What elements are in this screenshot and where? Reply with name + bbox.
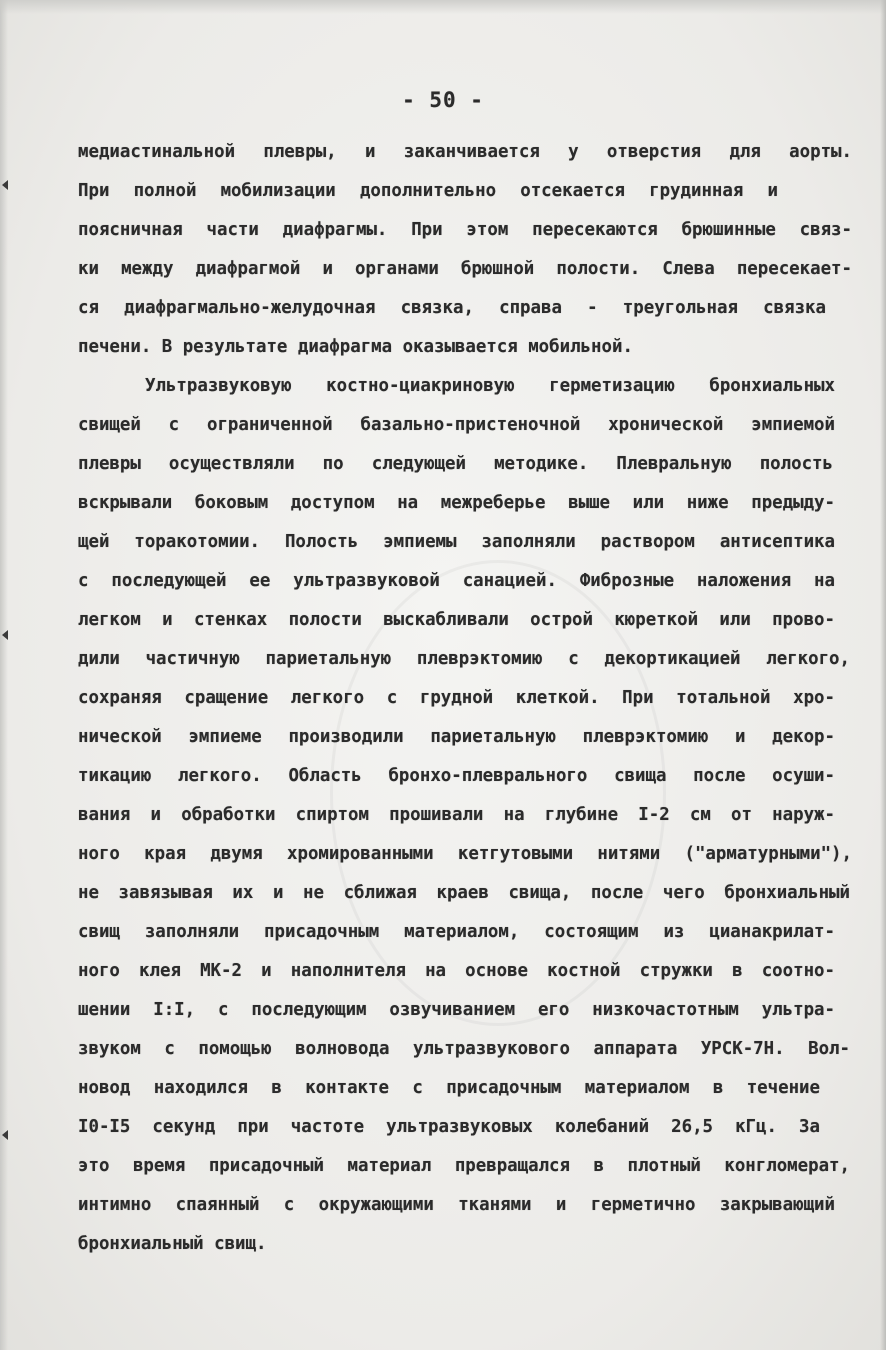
text-line: плевры осуществляли по следующей методике. Плевральную полость: [78, 454, 833, 474]
binding-mark-icon: [2, 1128, 9, 1142]
text-line: щей торакотомии. Полость эмпиемы заполняли раствором антисептика: [78, 532, 835, 552]
page-number: - 50 -: [402, 88, 484, 112]
text-line: сохраняя сращение легкого с грудной клеткой. При тотальной хро-: [78, 688, 835, 708]
text-line: ся диафрагмально-желудочная связка, справа - треугольная связка: [78, 298, 826, 318]
text-line: вания и обработки спиртом прошивали на глубине I-2 см от наруж-: [78, 805, 835, 825]
text-line: Ультразвуковую костно-циакриновую герметизацию бронхиальных: [145, 376, 835, 396]
text-line: нической эмпиеме производили париетальную плеврэктомию и декор-: [78, 727, 835, 747]
text-line: новод находился в контакте с присадочным материалом в течение: [78, 1078, 820, 1098]
binding-mark-icon: [2, 628, 9, 642]
text-line: ного края двумя хромированными кетгутовыми нитями ("арматурными"),: [78, 844, 852, 864]
text-line: ки между диафрагмой и органами брюшной полости. Слева пересекает-: [78, 259, 852, 279]
text-line: дили частичную париетальную плеврэктомию с декортикацией легкого,: [78, 649, 850, 669]
text-line: I0-I5 секунд при частоте ультразвуковых колебаний 26,5 кГц. За: [78, 1117, 820, 1137]
text-line: звуком с помощью волновода ультразвукового аппарата УРСК-7Н. Вол-: [78, 1039, 850, 1059]
text-line: не завязывая их и не сближая краев свища, после чего бронхиальный: [78, 883, 850, 903]
binding-mark-icon: [2, 178, 9, 192]
text-line: тикацию легкого. Область бронхо-плеврального свища после осуши-: [78, 766, 835, 786]
text-line: При полной мобилизации дополнительно отсекается грудинная и: [78, 181, 778, 201]
scan-edge-left: [0, 0, 8, 1350]
text-line: свищей с ограниченной базально-пристеночной хронической эмпиемой: [78, 415, 835, 435]
scan-edge-right: [880, 0, 886, 1350]
text-line: свищ заполняли присадочным материалом, состоящим из цианакрилат-: [78, 922, 835, 942]
text-line: легком и стенках полости выскабливали острой кюреткой или прово-: [78, 610, 835, 630]
text-line: печени. В результате диафрагма оказывается мобильной.: [78, 337, 633, 357]
text-line: интимно спаянный с окружающими тканями и герметично закрывающий: [78, 1195, 835, 1215]
text-line: с последующей ее ультразвуковой санацией. Фиброзные наложения на: [78, 571, 835, 591]
scan-edge-top: [0, 0, 886, 14]
text-line: медиастинальной плевры, и заканчивается у отверстия для аорты.: [78, 142, 852, 162]
text-line: вскрывали боковым доступом на межреберье выше или ниже предыду-: [78, 493, 835, 513]
text-line: это время присадочный материал превращался в плотный конгломерат,: [78, 1156, 850, 1176]
text-line: поясничная части диафрагмы. При этом пересекаются брюшинные связ-: [78, 220, 852, 240]
text-line: ного клея МК-2 и наполнителя на основе костной стружки в соотно-: [78, 961, 835, 981]
text-line: шении I:I, с последующим озвучиванием его низкочастотным ультра-: [78, 1000, 835, 1020]
text-line: бронхиальный свищ.: [78, 1234, 267, 1254]
